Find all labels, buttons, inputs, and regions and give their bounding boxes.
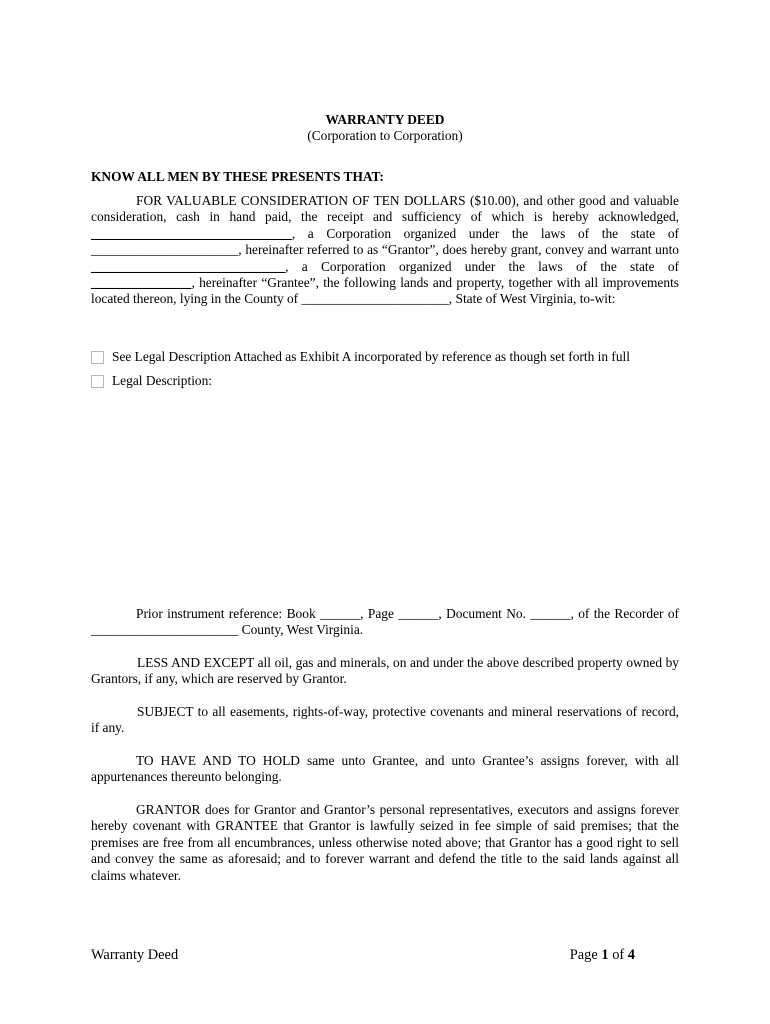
exhibit-a-option[interactable]: [91, 349, 630, 365]
grantee-name-blank[interactable]: _____________________________: [91, 258, 286, 274]
county-blank[interactable]: ______________________: [301, 291, 449, 307]
intro-paragraph: [91, 193, 679, 308]
subject-text: SUBJECT to all easements, rights-of-way, protective covenants and mineral reservations of record, if any.: [91, 704, 679, 736]
to-have-paragraph: [91, 753, 679, 786]
page-word: Page: [569, 947, 598, 963]
document-title: WARRANTY DEED: [325, 112, 445, 127]
grantor-name-blank[interactable]: ______________________________: [91, 225, 292, 241]
grantee-state-blank[interactable]: _______________: [91, 275, 192, 291]
intro-line-1: FOR VALUABLE CONSIDERATION OF TEN DOLLARS ($10.00), and other good and valuable consideration, cash in hand paid, the receipt and sufficiency of which is hereby acknowledged,: [91, 193, 679, 225]
current-page: 1: [601, 947, 609, 963]
exhibit-a-label: See Legal Description Attached as Exhibit A incorporated by reference as though set forth in full: [112, 349, 630, 364]
footer-doc-name: Warranty Deed: [91, 947, 179, 963]
prior-instrument-paragraph: [91, 606, 679, 639]
grantor-covenant-text: GRANTOR does for Grantor and Grantor’s personal representatives, executors and assigns forever hereby covenant with GRANTEE that Grantor is lawfully seized in fee simple of said premises; that the premises are free from all encumbrances, unless otherwise noted above; that Grantor has a good right to sell and convey the same as aforesaid; and to forever warrant and defend the title to the said lands against all claims whatever.: [91, 802, 679, 883]
legal-description-checkbox[interactable]: [91, 375, 104, 388]
total-pages: 4: [627, 947, 635, 963]
intro-line-3a: , a Corporation organized under the laws of the state of: [285, 258, 679, 274]
intro-line-2a: , a Corporation organized under the laws of the state of: [291, 225, 679, 241]
know-all-heading: KNOW ALL MEN BY THESE PRESENTS THAT:: [91, 169, 384, 184]
less-except-text: LESS AND EXCEPT all oil, gas and minerals, on and under the above described property owned by Grantors, if any, which are reserved by Grantor.: [91, 655, 679, 687]
of-word: of: [612, 947, 625, 963]
legal-description-label: Legal Description:: [112, 373, 213, 388]
intro-line-3c: , State of West Virginia, to-wit:: [448, 291, 616, 307]
to-have-text: TO HAVE AND TO HOLD same unto Grantee, and unto Grantee’s assigns forever, with all appurtenances thereunto belonging.: [91, 753, 679, 785]
subject-paragraph: [91, 704, 679, 737]
grantor-covenant-paragraph: [91, 802, 679, 884]
legal-description-option[interactable]: [91, 373, 212, 389]
prior-instrument-text: Prior instrument reference: Book ______, Page ______, Document No. ______, of the Recorder of ______________________ County, West Virginia.: [91, 606, 679, 638]
intro-line-2b: , hereinafter referred to as “Grantor”, does hereby grant, convey and warrant unto: [238, 242, 679, 258]
intro-line-3b: , hereinafter “Grantee”, the following lands and property, together with all improvements located thereon, lying in the County of: [91, 275, 679, 307]
less-except-paragraph: [91, 655, 679, 688]
grantor-state-blank[interactable]: ______________________: [91, 242, 239, 258]
document-subtitle: (Corporation to Corporation): [307, 128, 463, 143]
footer-page-number: [570, 947, 635, 964]
exhibit-a-checkbox[interactable]: [91, 351, 104, 364]
